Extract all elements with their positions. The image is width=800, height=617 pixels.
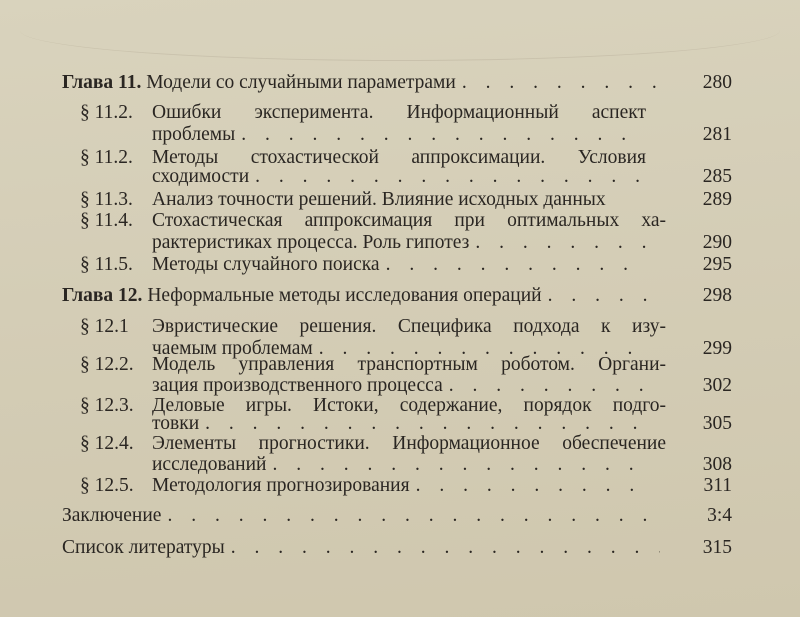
section-title: Методы случайного поиска [152, 254, 380, 275]
page-number: 311 [703, 475, 732, 496]
page-number: 305 [702, 413, 732, 434]
section-title-line1: Эвристические решения. Специфика подхода к изу- [152, 316, 666, 337]
section-number: § 12.2. [80, 354, 134, 375]
page-number: 280 [702, 72, 732, 93]
section-number: § 12.3. [80, 395, 134, 416]
toc-conclusion [62, 503, 666, 529]
section-title-line2: зация производственного процесса [152, 375, 443, 396]
page-number: 302 [702, 375, 732, 396]
toc-section-12-5 [80, 473, 660, 499]
section-number: § 12.1 [80, 316, 129, 337]
leader-dots [548, 283, 660, 309]
page-number: 295 [702, 254, 732, 275]
leader-dots [386, 252, 644, 278]
page-number: 3:4 [707, 505, 732, 526]
section-title-line2: проблемы [152, 124, 236, 145]
section-title-line2: чаемым проблемам [152, 338, 313, 359]
toc-references [62, 535, 666, 561]
section-title-line1: Деловые игры. Истоки, содержание, порядок подго- [152, 395, 666, 416]
leader-dots [231, 535, 660, 561]
page-number: 299 [702, 338, 732, 359]
references-title: Список литературы [62, 537, 225, 558]
section-title-line1: Стохастическая аппроксимация при оптимальных ха- [152, 210, 666, 231]
page-number: 285 [702, 166, 732, 187]
chapter-title: Неформальные методы исследования операций [147, 285, 542, 306]
toc-chapter-11 [62, 70, 662, 96]
section-number: § 12.5. [80, 475, 134, 496]
section-title-line2: исследований [152, 454, 267, 475]
leader-dots [167, 503, 660, 529]
leader-dots [462, 70, 656, 96]
toc-chapter-12 [62, 283, 666, 309]
page-number: 308 [702, 454, 732, 475]
section-number: § 12.4. [80, 433, 134, 454]
leader-dots [416, 473, 654, 499]
section-number: § 11.2. [80, 102, 133, 123]
chapter-title: Модели со случайными параметрами [146, 72, 456, 93]
section-title-line2: сходимости [152, 166, 250, 187]
page-number: 289 [702, 189, 732, 210]
section-title-line2: рактеристиках процесса. Роль гипотез [152, 232, 470, 253]
chapter-label: Глава 11. [62, 72, 142, 93]
section-number: § 11.3. [80, 189, 133, 210]
section-title: Методология прогнозирования [152, 475, 410, 496]
conclusion-title: Заключение [62, 505, 162, 526]
section-number: § 11.2. [80, 147, 133, 168]
section-title: Анализ точности решений. Влияние исходных данных [152, 189, 606, 210]
page-number: 281 [702, 124, 732, 145]
section-title-line1: Методы стохастической аппроксимации. Условия [152, 147, 646, 168]
chapter-label: Глава 12. [62, 285, 143, 306]
page-number: 315 [702, 537, 732, 558]
page-number: 290 [702, 232, 732, 253]
toc-section-11-5 [80, 252, 650, 278]
section-number: § 11.5. [80, 254, 133, 275]
section-title-line1: Ошибки эксперимента. Информационный аспект [152, 102, 646, 123]
section-title-line2: товки [152, 413, 200, 434]
section-title-line1: Модель управления транспортным роботом. Органи- [152, 354, 666, 375]
section-title-line1: Элементы прогностики. Информационное обеспечение [152, 433, 666, 454]
section-number: § 11.4. [80, 210, 133, 231]
page-number: 298 [702, 285, 732, 306]
